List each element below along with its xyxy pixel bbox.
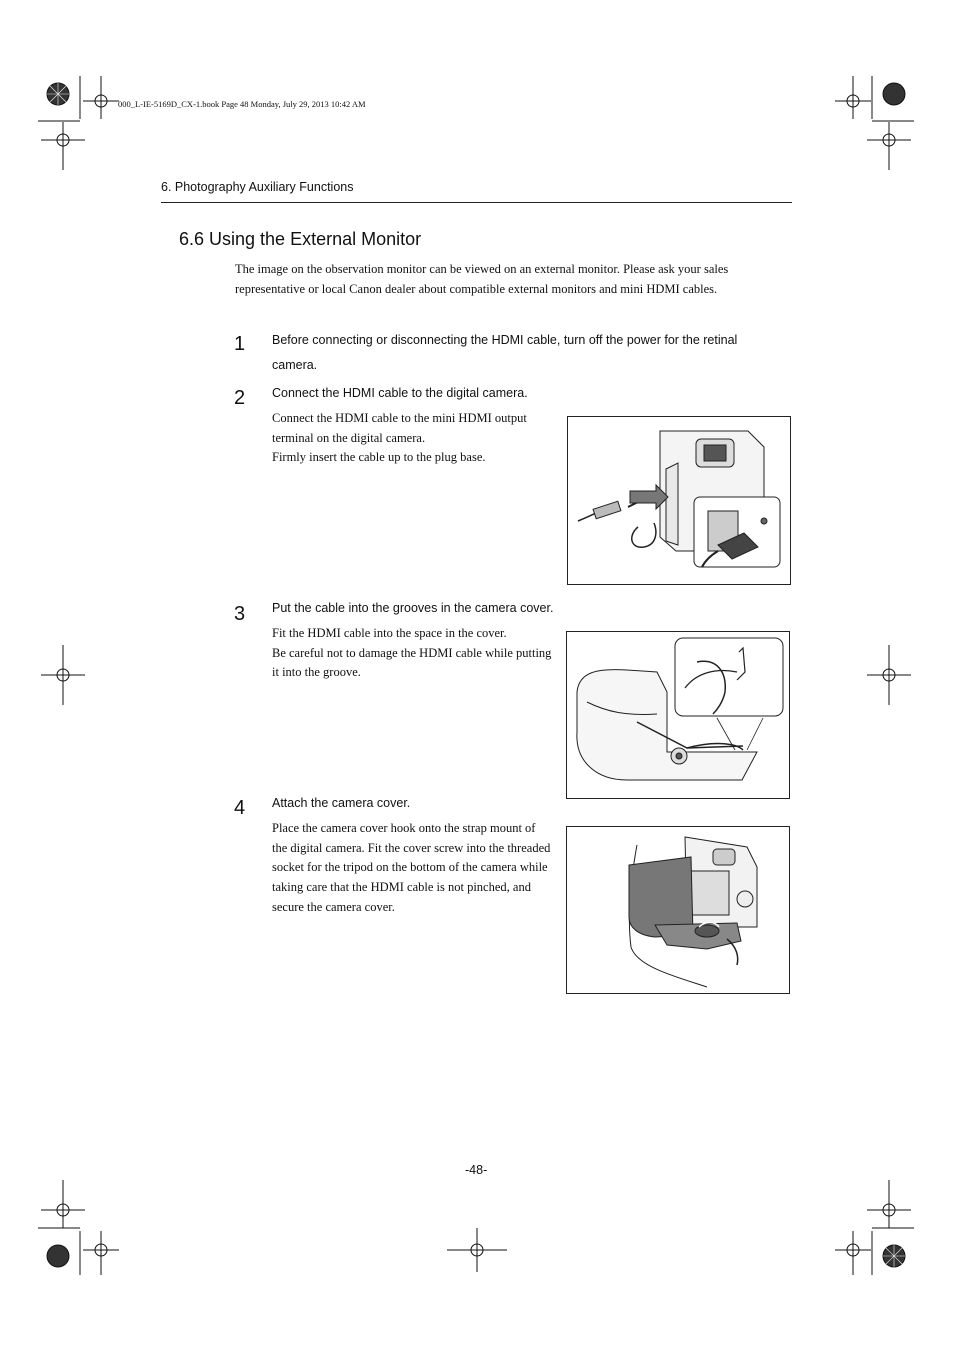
step-body xyxy=(272,624,551,683)
step-number: 3 xyxy=(234,603,246,625)
step-heading: Attach the camera cover. xyxy=(272,796,411,810)
step-body-line: Firmly insert the cable up to the plug base. xyxy=(272,450,486,465)
camera-hdmi-drawing xyxy=(568,417,790,584)
attach-cover-illustration xyxy=(566,826,790,994)
step-body-line: it into the groove. xyxy=(272,665,361,680)
step-body-line: Be careful not to damage the HDMI cable while putting xyxy=(272,645,552,660)
step-number: 2 xyxy=(234,387,246,409)
running-header: 6. Photography Auxiliary Functions xyxy=(161,180,354,194)
intro-paragraph: The image on the observation monitor can be viewed on an external monitor. Please ask your sales representative or local Canon dealer about compatible external monitors and mini HDMI cables. xyxy=(235,262,729,296)
header-rule xyxy=(161,202,792,203)
step-body-line: socket for the tripod on the bottom of the camera while xyxy=(272,860,548,875)
step-heading: Put the cable into the grooves in the camera cover. xyxy=(272,601,554,615)
step-body-line: Place the camera cover hook onto the strap mount of xyxy=(272,821,536,835)
step-body xyxy=(272,409,527,468)
hdmi-connection-illustration xyxy=(567,416,791,585)
section-title: 6.6 Using the External Monitor xyxy=(179,229,422,249)
step-number: 4 xyxy=(234,797,246,819)
step-body-line: secure the camera cover. xyxy=(272,899,395,914)
step-body xyxy=(272,819,550,918)
cover-groove-drawing xyxy=(567,632,789,798)
step-body-line: the digital camera. Fit the cover screw into the threaded xyxy=(272,840,551,855)
camera-cover-groove-illustration xyxy=(566,631,790,799)
cover-attach-drawing xyxy=(567,827,789,993)
step-body-line: terminal on the digital camera. xyxy=(272,430,426,445)
step-body-line: Fit the HDMI cable into the space in the cover. xyxy=(272,626,507,640)
step-heading: Connect the HDMI cable to the digital camera. xyxy=(272,386,528,400)
step-body-line: taking care that the HDMI cable is not pinched, and xyxy=(272,880,531,895)
print-slug: 000_L-IE-5169D_CX-1.book Page 48 Monday, July 29, 2013 10:42 AM xyxy=(118,99,366,109)
page-number: -48- xyxy=(465,1163,488,1177)
step-number: 1 xyxy=(234,333,246,355)
step-body-line: Connect the HDMI cable to the mini HDMI output xyxy=(272,411,527,425)
step-heading: Before connecting or disconnecting the HDMI cable, turn off the power for the retinal camera. xyxy=(272,333,738,372)
